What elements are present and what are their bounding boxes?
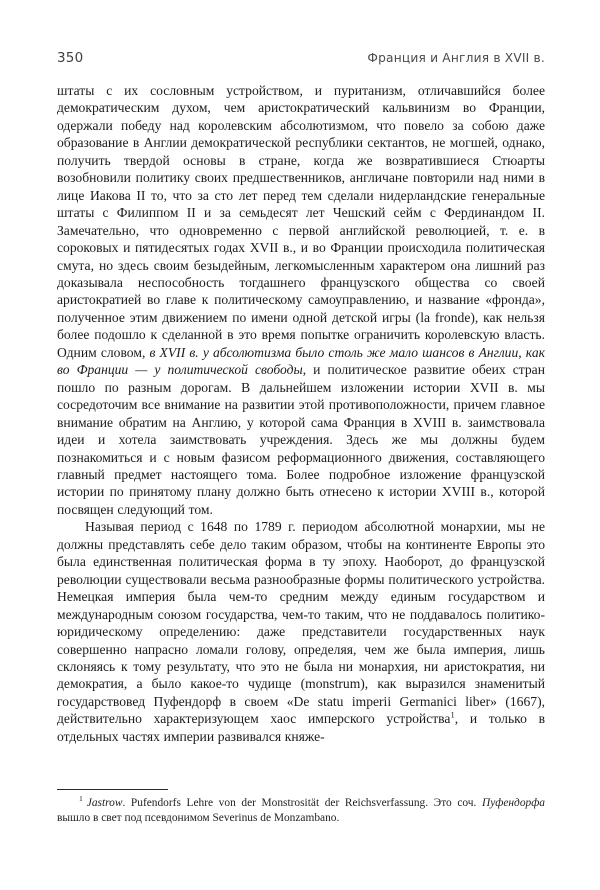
- paragraph-1-italic-phrase: в XVII в. у абсолютизма было столь же мало шансов в Англии, как во Франции — у политической свободы: [57, 344, 545, 378]
- footnote-reference-marker[interactable]: 1: [450, 709, 455, 720]
- body-text-block: [57, 82, 545, 745]
- footnote-entry: [57, 796, 545, 825]
- paragraph-1-part-2: , и политическое развитие обеих стран пошло по разным дорогам. В дальнейшем изложении истории XVII в. мы сосредоточим все внимание на развитии этой противоположности, причем главное внимание обратим на Англию, у которой сама Франция в XVIII в. заимствовала идеи и хотела заимствовать учреждения. Здесь же мы должны будем познакомиться и с новым фазисом реформационного движения, составляющего главный предмет настоящего тома. Более подробное изложение французской истории по принятому плану должно быть отнесено к истории XVIII в., которой посвящен следующий том.: [57, 362, 545, 517]
- paragraph-absolute-monarchy: [57, 518, 545, 745]
- footnote-part-2: вышло в свет под псевдонимом Severinus de Monzambano.: [57, 811, 340, 824]
- running-title: Франция и Англия в XVII в.: [367, 51, 545, 65]
- footnote-area: [57, 789, 545, 825]
- footnote-italic-term: Пуфендорфа: [481, 797, 545, 809]
- paragraph-1-part-1: штаты с их сословным устройством, и пуританизм, отличавшийся более демократическим духом, чем аристократический кальвинизм во Франции, одержали победу над королевским абсолютизмом, что повело за собою даже образование в Англии демократической республики сектантов, не могшей, однако, получить твердой основы в стране, когда же возвратившиеся Стюарты возобновили политику своих предшественников, англичане повторили над ними в лице Иакова II то, что за сто лет перед тем сделали нидерландские генеральные штаты с Филиппом II и за семьдесят лет Чешский сейм с Фердинандом II. Замечательно, что одновременно с первой английской революцией, т. е. в сороковых и пятидесятых годах XVII в., и во Франции происходила политическая смута, но здесь своим безыдейным, легкомысленным характером она лишний раз доказывала неспособность тогдашнего французского общества со своей аристократией во главе к политическому самоуправлению, и название «фронда», полученное этим движением по имени одной детской игры (la fronde), как нельзя более подошло к сделанной в это время попытке ограничить королевскую власть. Одним словом,: [57, 83, 545, 360]
- page-number: 350: [57, 50, 84, 66]
- footnote-author: Jastrow: [86, 797, 123, 809]
- paragraph-continuation: [57, 82, 545, 518]
- paragraph-2-part-2: , и только в отдельных частях империи развивался княже-: [57, 711, 545, 744]
- footnote-number: 1: [79, 794, 83, 804]
- footnote-part-1: . Pufendorfs Lehre von der Monstrosität der Reichsverfassung. Это соч.: [122, 797, 482, 809]
- running-head: [57, 50, 545, 70]
- footnote-separator-rule: [57, 789, 168, 790]
- paragraph-2-part-1: Называя период с 1648 по 1789 г. периодом абсолютной монархии, мы не должны представлять себе дело таким образом, чтобы на континенте Европы это была единственная политическая форма в ту эпоху. Наоборот, до французской революции существовали весьма разнообразные формы политического устройства. Немецкая империя была чем-то средним между единым государством и международным союзом государства, чем-то таким, что не поддавалось политико-юридическому определению: даже представители государственных наук совершенно напрасно ломали голову, определяя, чем же была империя, лишь склоняясь к тому результату, что это не была ни монархия, ни аристократия, ни демократия, а было какое-то чудище (monstrum), как выразился знаменитый государствовед Пуфендорф в своем «De statu imperii Germanici liber» (1667), действительно характеризующем хаос имперского устройства: [57, 519, 545, 727]
